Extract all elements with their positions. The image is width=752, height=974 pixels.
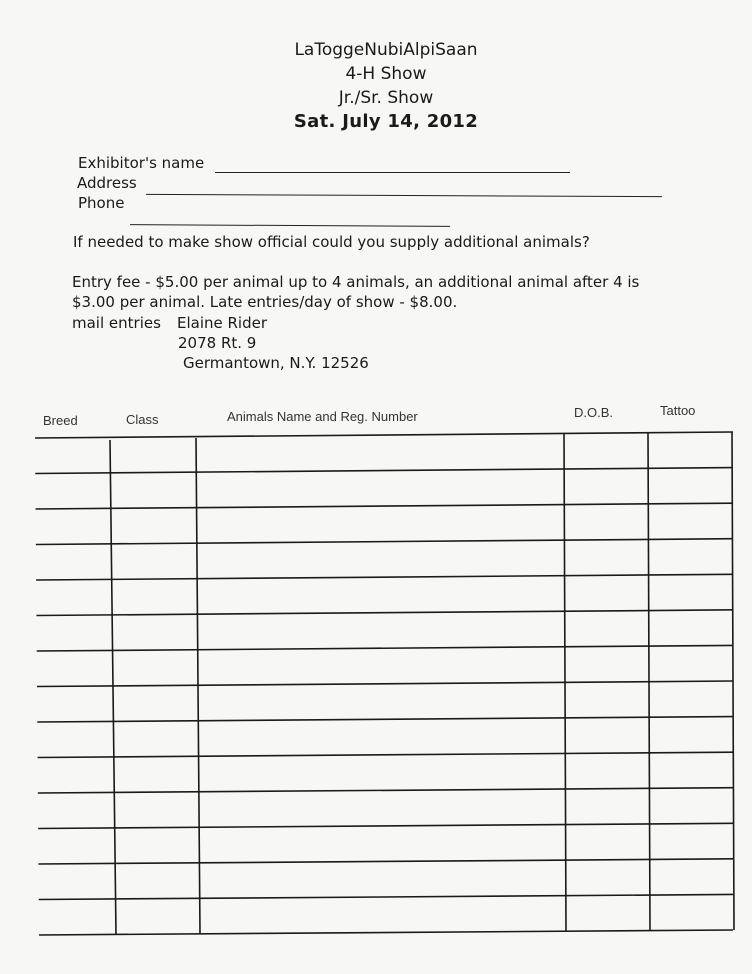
column-header-class: Class bbox=[126, 412, 159, 427]
column-header-animal-name: Animals Name and Reg. Number bbox=[227, 409, 418, 424]
table-row-line bbox=[36, 610, 733, 616]
mail-name: Elaine Rider bbox=[177, 314, 268, 332]
show-division: Jr./Sr. Show bbox=[338, 88, 434, 108]
table-column-line bbox=[732, 432, 734, 930]
table-row-line bbox=[38, 752, 733, 757]
table-row-line bbox=[37, 681, 733, 687]
column-header-tattoo: Tattoo bbox=[660, 403, 696, 418]
entry-fee-line-1: Entry fee - $5.00 per animal up to 4 animals, an additional animal after 4 is bbox=[72, 273, 640, 291]
table-row-line bbox=[37, 717, 733, 722]
table-row-line bbox=[35, 432, 733, 438]
table-row-line bbox=[35, 468, 733, 474]
table-row-line bbox=[36, 503, 733, 509]
table-column-line bbox=[564, 434, 566, 932]
table-row-line bbox=[37, 645, 733, 651]
table-column-line bbox=[648, 433, 650, 931]
column-header-breed: Breed bbox=[43, 413, 78, 428]
additional-animals-question: If needed to make show official could you supply additional animals? bbox=[73, 233, 590, 251]
table-row-line bbox=[36, 574, 733, 580]
address-label: Address bbox=[77, 174, 137, 192]
show-date: Sat. July 14, 2012 bbox=[293, 111, 479, 132]
column-header-dob: D.O.B. bbox=[574, 405, 614, 420]
table-row-line bbox=[38, 788, 733, 793]
table-row-line bbox=[38, 859, 733, 864]
exhibitor-name-label: Exhibitor's name bbox=[78, 154, 205, 172]
table-row-line bbox=[38, 823, 733, 828]
table-row-line bbox=[36, 539, 733, 545]
table-row-line bbox=[39, 894, 733, 899]
phone-label: Phone bbox=[78, 194, 125, 212]
show-title: LaToggeNubiAlpiSaan bbox=[294, 40, 478, 60]
mail-entries-label: mail entries bbox=[72, 314, 161, 332]
show-subtitle: 4-H Show bbox=[345, 64, 427, 84]
table-column-line bbox=[110, 440, 116, 935]
mail-street: 2078 Rt. 9 bbox=[178, 334, 257, 352]
mail-city: Germantown, N.Y. 12526 bbox=[183, 354, 369, 372]
table-row-line bbox=[39, 930, 733, 935]
entry-fee-line-2: $3.00 per animal. Late entries/day of show - $8.00. bbox=[72, 293, 458, 311]
